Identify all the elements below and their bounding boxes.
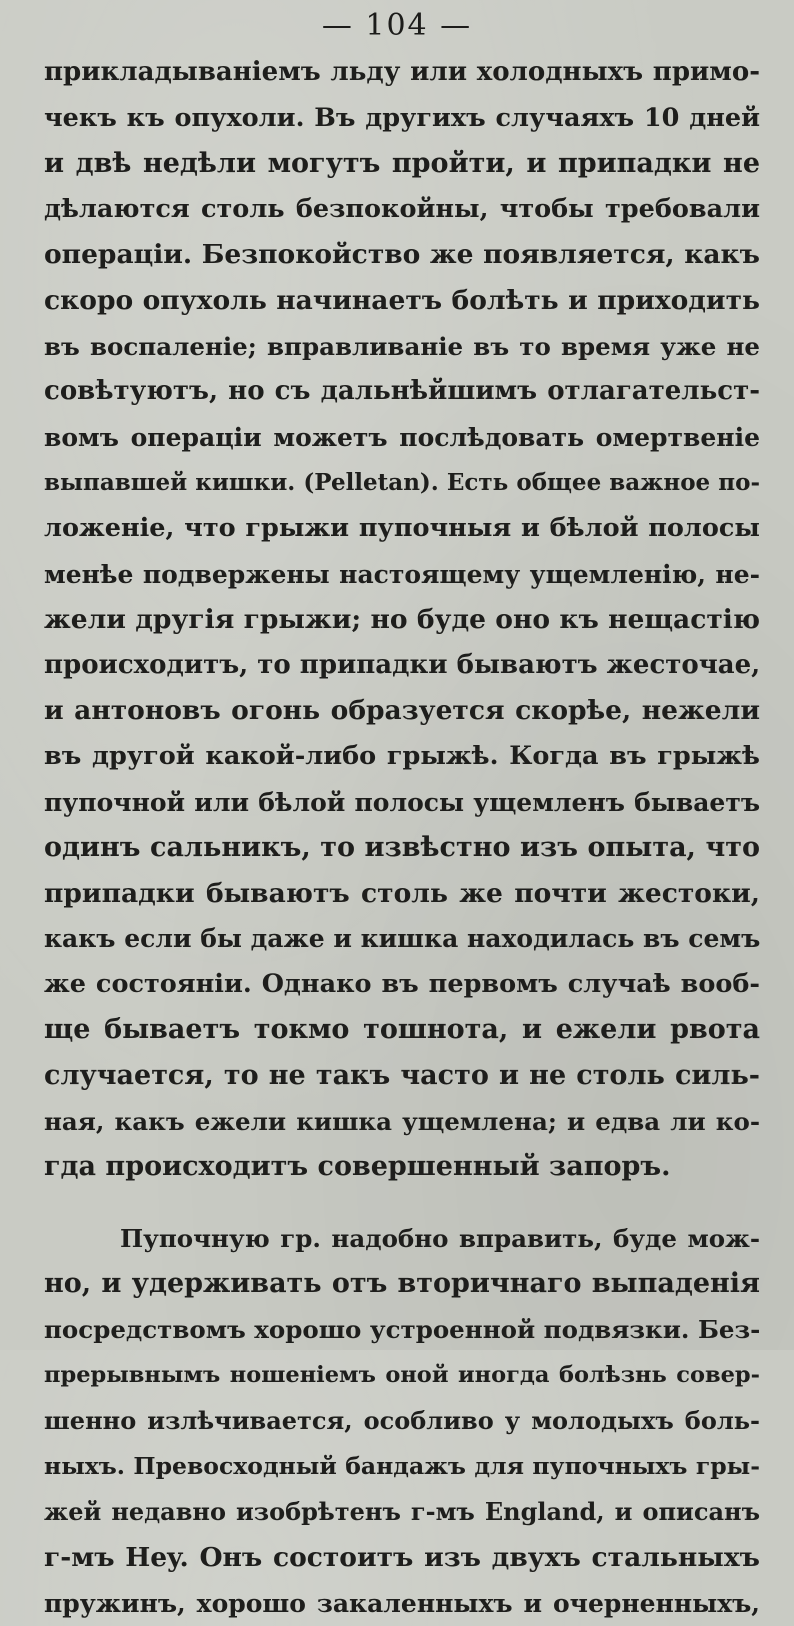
body-text bbox=[44, 50, 760, 1626]
text-line: прерывнымъ ношеніемъ оной иногда болѣзнь совер- bbox=[44, 1361, 760, 1388]
text-line: совѣтуютъ, но съ дальнѣйшимъ отлагательст- bbox=[44, 376, 760, 407]
text-line: въ воспаленіе; вправливаніе въ то время уже не bbox=[44, 331, 760, 361]
text-line: же состояніи. Однако въ первомъ случаѣ вооб- bbox=[44, 968, 760, 999]
text-line: жей недавно изобрѣтенъ г-мъ England, и описанъ bbox=[44, 1497, 760, 1527]
text-line: чекъ къ опухоли. Въ другихъ случаяхъ 10 дней bbox=[44, 102, 760, 133]
text-line: происходитъ, то припадки бываютъ жесточае, bbox=[44, 649, 760, 680]
text-line: ложеніе, что грыжи пупочныя и бѣлой полосы bbox=[44, 512, 760, 543]
text-line: какъ если бы даже и кишка находилась въ семъ bbox=[44, 924, 760, 954]
text-line: прикладываніемъ льду или холодныхъ примо- bbox=[44, 57, 760, 87]
text-line: шенно излѣчивается, особливо у молодыхъ боль- bbox=[44, 1406, 760, 1436]
text-line: вомъ операціи можетъ послѣдовать омертвеніе bbox=[44, 422, 760, 452]
text-line: скоро опухоль начинаетъ болѣть и приходить bbox=[44, 284, 760, 316]
text-line: пружинъ, хорошо закаленныхъ и очерненныхъ, bbox=[44, 1588, 760, 1618]
text-line: но, и удерживать отъ вторичнаго выпаденія bbox=[44, 1268, 760, 1300]
paragraph-gap bbox=[44, 1190, 760, 1216]
page-number: — 104 — bbox=[321, 8, 473, 43]
text-line: ная, какъ ежели кишка ущемлена; и едва ли ко- bbox=[44, 1106, 760, 1136]
text-line: г-мъ Hey. Онъ состоитъ изъ двухъ стальныхъ bbox=[44, 1542, 760, 1573]
text-line: посредствомъ хорошо устроенной подвязки. Без- bbox=[44, 1315, 760, 1345]
text-line: выпавшей кишки. (Pelletan). Есть общее важное по- bbox=[44, 469, 760, 497]
text-line: жели другія грыжи; но буде оно къ нещастію bbox=[44, 604, 760, 636]
text-line: въ другой какой-либо грыжѣ. Когда въ грыжѣ bbox=[44, 740, 760, 771]
text-line: дѣлаются столь безпокойны, чтобы требовали bbox=[44, 193, 760, 224]
text-line: операціи. Безпокойство же появляется, какъ bbox=[44, 239, 760, 271]
text-line: ще бываетъ токмо тошнота, и ежели рвота bbox=[44, 1014, 760, 1046]
paragraph-2 bbox=[44, 1216, 760, 1626]
text-line: и двѣ недѣли могутъ пройти, и припадки не bbox=[44, 148, 760, 180]
text-line: пупочной или бѣлой полосы ущемленъ бываетъ bbox=[44, 787, 760, 817]
text-line: ныхъ. Превосходный бандажъ для пупочныхъ гры- bbox=[44, 1451, 760, 1480]
text-line: припадки бываютъ столь же почти жестоки, bbox=[44, 877, 760, 909]
text-line: гда происходитъ совершенный запоръ. bbox=[44, 1151, 671, 1183]
text-line: Пупочную гр. надобно вправить, буде мож- bbox=[120, 1223, 760, 1253]
text-line: менѣе подвержены настоящему ущемленію, не- bbox=[44, 559, 760, 589]
text-line: случается, то не такъ часто и не столь силь- bbox=[44, 1060, 760, 1092]
text-line: и антоновъ огонь образуется скорѣе, нежели bbox=[44, 695, 760, 727]
paragraph-1 bbox=[44, 50, 760, 1190]
text-line: одинъ сальникъ, то извѣстно изъ опыта, что bbox=[44, 832, 760, 864]
